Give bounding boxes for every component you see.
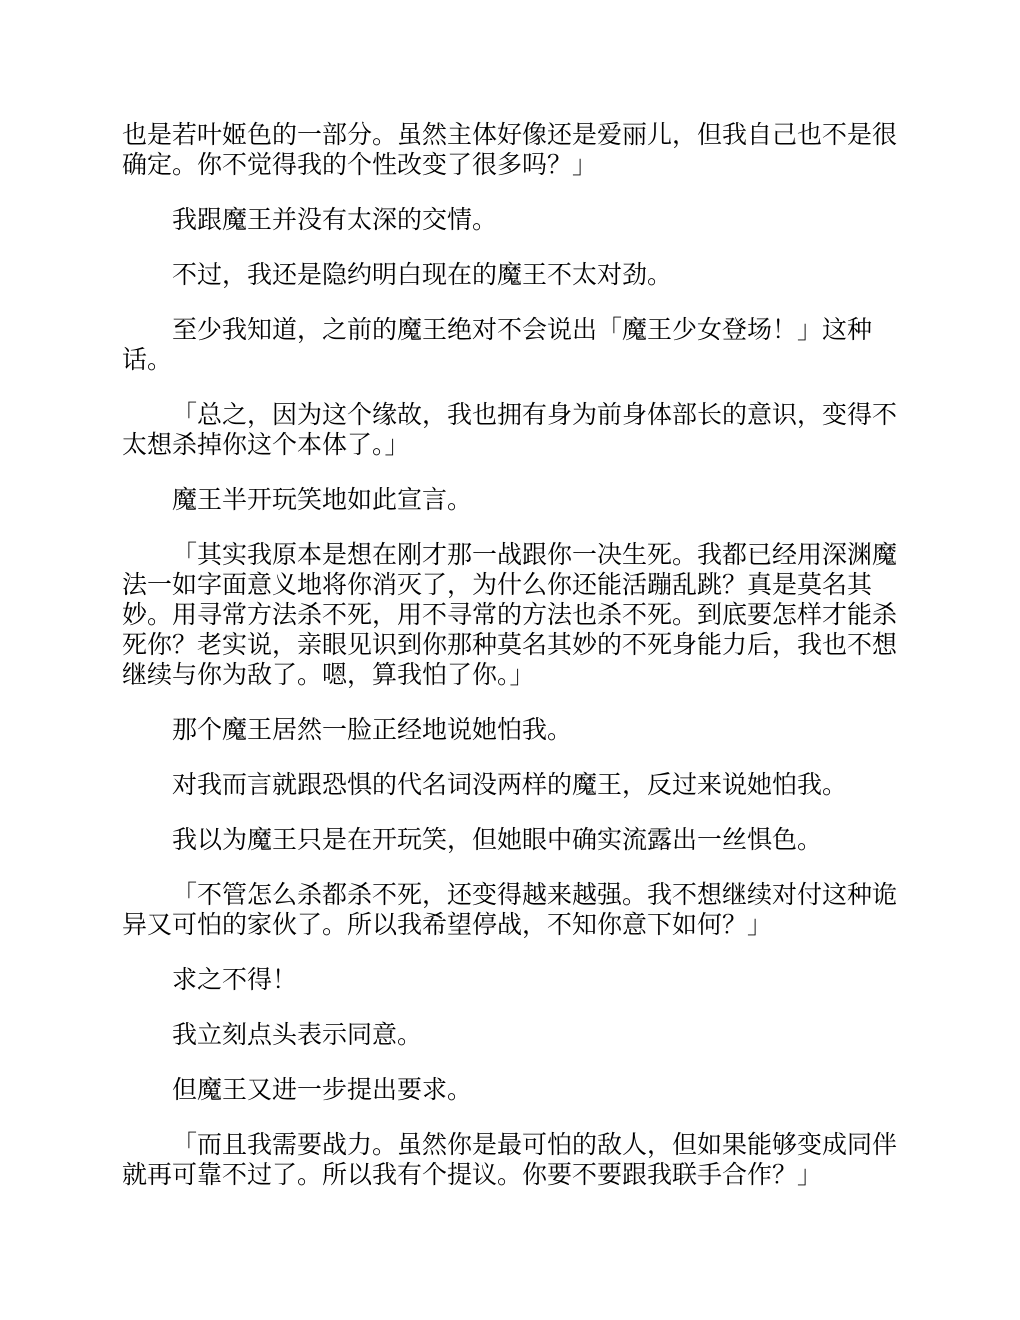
paragraph: 那个魔王居然一脸正经地说她怕我。 bbox=[172, 715, 573, 744]
paragraph: 求之不得！ bbox=[172, 965, 298, 994]
paragraph: 魔王半开玩笑地如此宣言。 bbox=[172, 485, 473, 514]
paragraph: 我跟魔王并没有太深的交情。 bbox=[172, 205, 498, 234]
paragraph: 不过，我还是隐约明白现在的魔王不太对劲。 bbox=[172, 260, 673, 289]
paragraph-continued: 也是若叶姬色的一部分。虽然主体好像还是爱丽儿，但我自己也不是很确定。你不觉得我的个性改变了很多吗？」 bbox=[122, 120, 898, 179]
body-text bbox=[122, 120, 899, 1215]
dialogue-paragraph: 「其实我原本是想在刚才那一战跟你一决生死。我都已经用深渊魔法一如字面意义地将你消灭了，为什么你还能活蹦乱跳？真是莫名其妙。用寻常方法杀不死，用不寻常的方法也杀不死。到底要怎样才能杀死你？老实说，亲眼见识到你那种莫名其妙的不死身能力后，我也不想继续与你为敌了。嗯，算我怕了你。」 bbox=[122, 540, 898, 689]
dialogue-paragraph: 「总之，因为这个缘故，我也拥有身为前身体部长的意识，变得不太想杀掉你这个本体了。」 bbox=[122, 400, 898, 459]
dialogue-paragraph: 「而且我需要战力。虽然你是最可怕的敌人，但如果能够变成同伴就再可靠不过了。所以我有个提议。你要不要跟我联手合作？」 bbox=[122, 1130, 898, 1189]
paragraph: 至少我知道，之前的魔王绝对不会说出「魔王少女登场！」这种话。 bbox=[122, 315, 873, 374]
paragraph: 对我而言就跟恐惧的代名词没两样的魔王，反过来说她怕我。 bbox=[172, 770, 848, 799]
paragraph: 但魔王又进一步提出要求。 bbox=[172, 1075, 473, 1104]
dialogue-paragraph: 「不管怎么杀都杀不死，还变得越来越强。我不想继续对付这种诡异又可怕的家伙了。所以我希望停战，不知你意下如何？」 bbox=[122, 880, 898, 939]
paragraph: 我立刻点头表示同意。 bbox=[172, 1020, 423, 1049]
paragraph: 我以为魔王只是在开玩笑，但她眼中确实流露出一丝惧色。 bbox=[172, 825, 823, 854]
